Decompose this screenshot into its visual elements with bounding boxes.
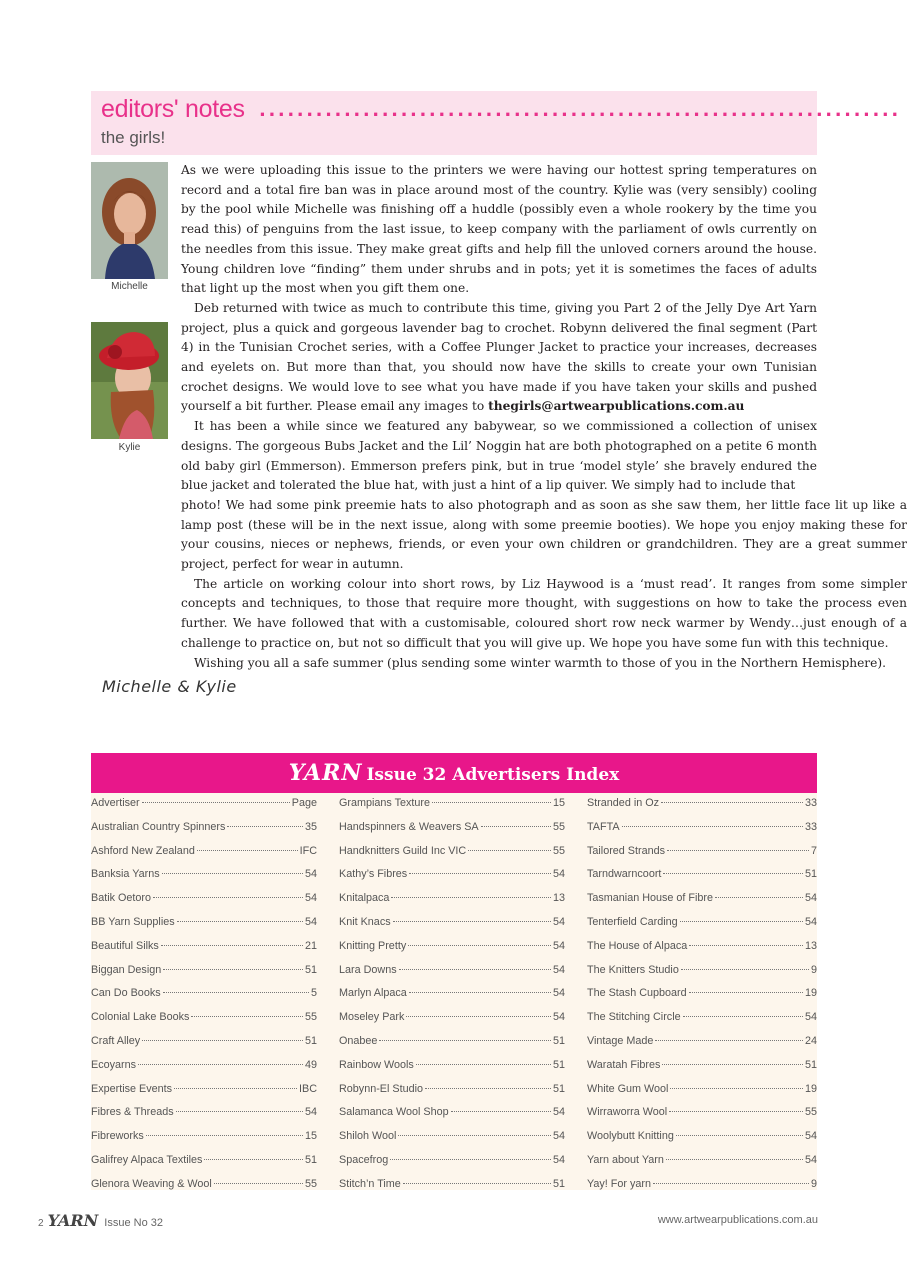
advertiser-page: 54: [304, 868, 317, 881]
index-row: [339, 1011, 565, 1035]
advertiser-name: Knit Knacs: [339, 915, 391, 928]
index-column-2: [339, 797, 565, 1202]
advertiser-name: Marlyn Alpaca: [339, 987, 407, 1000]
advertiser-name: Can Do Books: [91, 987, 161, 1000]
advertiser-page: 35: [304, 820, 317, 833]
advertiser-page: 49: [304, 1058, 317, 1071]
michelle-portrait-image: [91, 162, 168, 279]
advertiser-name: Spacefrog: [339, 1153, 389, 1166]
advertiser-name: Salamanca Wool Shop: [339, 1106, 449, 1119]
advertiser-page: IBC: [299, 1082, 317, 1095]
advertiser-name: Lara Downs: [339, 963, 397, 976]
dot-leader: [163, 992, 309, 993]
kylie-caption: Kylie: [118, 442, 141, 453]
advertiser-name: Rainbow Wools: [339, 1058, 414, 1071]
issue-label: Issue No 32: [104, 1217, 163, 1229]
section-subtitle: the girls!: [101, 128, 166, 147]
advertisers-index-table: [91, 793, 817, 1190]
advertiser-page: 55: [304, 1011, 317, 1024]
advertiser-page: 54: [804, 1011, 817, 1024]
index-row: [339, 1059, 565, 1083]
dot-leader: [655, 1040, 803, 1041]
advertisers-index-header: [91, 753, 817, 793]
advertiser-page: 7: [810, 844, 817, 857]
advertiser-name: Woolybutt Knitting: [587, 1130, 674, 1143]
dot-leader: [432, 802, 551, 803]
dot-leader: [393, 921, 551, 922]
paragraph-2-text: Deb returned with twice as much to contribute this time, giving you Part 2 of the Jelly Dye Art Yarn project, plus a quick and gorgeous lavender bag to crochet. Robynn delivered the final segment (Part 4) in the Tunisian Crochet series, with a Coffee Plunger Jacket to practice your increases, decreases and eyelets on. But more than that, you should now have the skills to create your own Tunisian crochet designs. We would love to see what you have made if you have taken your skills and pushed yourself a bit further. Please email any images to: [181, 300, 817, 414]
advertiser-page: 15: [304, 1130, 317, 1143]
advertiser-name: Handknitters Guild Inc VIC: [339, 844, 467, 857]
index-row: [339, 1106, 565, 1130]
advertiser-page: 55: [552, 820, 565, 833]
advertiser-page: 54: [804, 1153, 817, 1166]
advertiser-page: 51: [552, 1177, 565, 1190]
advertiser-name: Shiloh Wool: [339, 1130, 397, 1143]
index-row: [587, 1059, 817, 1083]
advertiser-page: 55: [304, 1177, 317, 1190]
paragraph-4: The article on working colour into short rows, by Liz Haywood is a ‘must read’. It ranges from some simpler concepts and techniques, to those that require more thought, with suggestions on how to take the process even further. We have followed that with a customisable, coloured short row neck warmer by Wendy…just enough of a challenge to practice on, but not so difficult that you will give up. We hope you have some fun with this technique.: [181, 576, 907, 650]
index-row: [339, 1083, 565, 1107]
advertiser-name: The Stitching Circle: [587, 1011, 681, 1024]
advertiser-name: BB Yarn Supplies: [91, 915, 175, 928]
dot-leader: [191, 1016, 303, 1017]
advertiser-name: Tasmanian House of Fibre: [587, 892, 714, 905]
advertiser-page: 55: [552, 844, 565, 857]
index-row: [91, 1083, 317, 1107]
dot-leader: [689, 945, 803, 946]
dot-leader: [408, 945, 551, 946]
dot-leader: [391, 897, 551, 898]
advertiser-page: 33: [804, 820, 817, 833]
index-column-3: [587, 797, 817, 1202]
advertiser-page: 33: [804, 797, 817, 809]
advertiser-name: Fibres & Threads: [91, 1106, 174, 1119]
footer-website-link[interactable]: www.artwearpublications.com.au: [657, 1214, 818, 1226]
michelle-caption: Michelle: [111, 281, 148, 292]
index-row: [587, 1011, 817, 1035]
paragraph-5: Wishing you all a safe summer (plus sending some winter warmth to those of you in the Northern Hemisphere).: [194, 655, 886, 670]
advertiser-page: 19: [804, 1082, 817, 1095]
editors-notes-header: [91, 91, 901, 155]
dot-leader: [214, 1183, 303, 1184]
dot-leader: [715, 897, 803, 898]
index-row: [339, 868, 565, 892]
dot-leader: [663, 873, 803, 874]
advertiser-page: 9: [810, 963, 817, 976]
dot-leader: [661, 802, 803, 803]
index-row: [339, 940, 565, 964]
index-row: [587, 940, 817, 964]
index-row: [339, 1035, 565, 1059]
dot-leader: [669, 1111, 803, 1112]
index-row: [339, 1154, 565, 1178]
index-row: [587, 1035, 817, 1059]
advertiser-name: Kathy’s Fibres: [339, 868, 408, 881]
index-row: [339, 797, 565, 821]
advertiser-name: Stitch’n Time: [339, 1177, 401, 1190]
advertiser-page: 54: [552, 963, 565, 976]
advertiser-page: 51: [804, 1058, 817, 1071]
advertiser-name: Ecoyarns: [91, 1058, 137, 1071]
dot-leader: [676, 1135, 803, 1136]
dot-leader: [138, 1064, 303, 1065]
index-row: [587, 1083, 817, 1107]
advertiser-page: 9: [810, 1177, 817, 1190]
advertiser-name: White Gum Wool: [587, 1082, 669, 1095]
dot-leader: [680, 921, 803, 922]
dot-leader: [142, 1040, 303, 1041]
advertiser-name: TAFTA: [587, 820, 620, 833]
index-row: [91, 845, 317, 869]
advertiser-page: 13: [552, 892, 565, 905]
dot-leader: [468, 850, 551, 851]
advertiser-page: 13: [804, 939, 817, 952]
advertiser-name: The Stash Cupboard: [587, 987, 687, 1000]
advertiser-name: Yay! For yarn: [587, 1177, 652, 1190]
advertiser-page: 24: [804, 1034, 817, 1047]
dot-leader: [653, 1183, 809, 1184]
index-column-1: [91, 797, 317, 1202]
advertiser-name: Expertise Events: [91, 1082, 173, 1095]
index-row: [91, 1154, 317, 1178]
advertiser-page: 51: [552, 1034, 565, 1047]
dot-leader: [416, 1064, 551, 1065]
kylie-portrait-image: [91, 322, 168, 439]
dot-leader: [481, 826, 551, 827]
advertiser-name: Tailored Strands: [587, 844, 666, 857]
advertiser-name: Waratah Fibres: [587, 1058, 661, 1071]
index-row: [587, 916, 817, 940]
dot-leader: [177, 921, 303, 922]
advertiser-page: 55: [804, 1106, 817, 1119]
index-row: [91, 1130, 317, 1154]
advertiser-page: 54: [552, 1011, 565, 1024]
michelle-photo: [91, 162, 168, 279]
index-row: [587, 1178, 817, 1202]
advertiser-page: 54: [304, 915, 317, 928]
advertiser-page: 54: [552, 1106, 565, 1119]
email-link[interactable]: thegirls@artwearpublications.com.au: [488, 399, 745, 414]
index-row: [91, 868, 317, 892]
editorial-body: [181, 161, 907, 673]
advertiser-page: 51: [304, 963, 317, 976]
dot-leader: [683, 1016, 803, 1017]
advertiser-name: Ashford New Zealand: [91, 844, 195, 857]
index-row: [91, 1035, 317, 1059]
advertiser-name: Stranded in Oz: [587, 797, 660, 809]
index-row: [339, 892, 565, 916]
index-row: [587, 1130, 817, 1154]
advertiser-name: Colonial Lake Books: [91, 1011, 190, 1024]
advertiser-name: Galifrey Alpaca Textiles: [91, 1153, 203, 1166]
dot-leader: [399, 969, 551, 970]
advertiser-page: 54: [304, 1106, 317, 1119]
page-number: 2: [38, 1218, 44, 1229]
index-row: [587, 964, 817, 988]
index-row: [587, 821, 817, 845]
advertiser-page: 54: [552, 915, 565, 928]
advertiser-name: Fibreworks: [91, 1130, 144, 1143]
advertiser-page: 19: [804, 987, 817, 1000]
index-row: [91, 916, 317, 940]
advertiser-page: 54: [552, 868, 565, 881]
advertiser-page: 15: [552, 797, 565, 809]
dot-leader: [689, 992, 803, 993]
dot-leader: [451, 1111, 551, 1112]
dot-leader: [204, 1159, 303, 1160]
footer-issue: [38, 1211, 163, 1230]
paragraph-2: [181, 299, 817, 417]
index-row: [339, 1178, 565, 1202]
dot-leader: [153, 897, 303, 898]
index-row: [587, 868, 817, 892]
index-row: [587, 845, 817, 869]
dot-leader: [406, 1016, 551, 1017]
paragraph-3-continued: photo! We had some pink preemie hats to also photograph and as soon as she saw them, her little face lit up like a lamp post (these will be in the next issue, along with some preemie booties). We hope you enjoy making these for your cousins, nieces or nephews, friends, or even your own children or grandchildren. They are a great summer project, perfect for wear in autumn.: [181, 497, 907, 572]
index-row: [587, 797, 817, 821]
advertiser-name: Knitalpaca: [339, 892, 390, 905]
dot-leader: [174, 1088, 297, 1089]
advertiser-page: 54: [804, 915, 817, 928]
advertiser-page: 54: [552, 1130, 565, 1143]
advertiser-name: Craft Alley: [91, 1034, 141, 1047]
index-row: [91, 964, 317, 988]
yarn-logo: YARN: [288, 760, 363, 786]
advertiser-name: Grampians Texture: [339, 797, 431, 809]
dot-leader: [670, 1088, 803, 1089]
advertiser-page: 51: [304, 1034, 317, 1047]
advertiser-page: 21: [304, 939, 317, 952]
advertiser-name: Yarn about Yarn: [587, 1153, 664, 1166]
index-row: [339, 821, 565, 845]
index-row: [339, 987, 565, 1011]
advertiser-name: Vintage Made: [587, 1034, 654, 1047]
index-row: [587, 987, 817, 1011]
advertiser-page: 54: [304, 892, 317, 905]
section-title: editors' notes: [101, 95, 245, 123]
kylie-photo: [91, 322, 168, 439]
dot-leader: [409, 992, 551, 993]
dot-leader: [146, 1135, 303, 1136]
advertiser-page: 54: [552, 987, 565, 1000]
advertiser-name: Tenterfield Carding: [587, 915, 678, 928]
dot-leader: [176, 1111, 303, 1112]
dot-leader: [379, 1040, 551, 1041]
dotted-rule: ....................................................................: [259, 100, 901, 121]
footer-yarn-logo: YARN: [47, 1211, 99, 1230]
advertiser-name: Glenora Weaving & Wool: [91, 1177, 212, 1190]
dot-leader: [666, 1159, 803, 1160]
dot-leader: [622, 826, 803, 827]
dot-leader: [398, 1135, 551, 1136]
advertiser-name: Tarndwarncoort: [587, 868, 662, 881]
advertiser-page: 51: [552, 1058, 565, 1071]
index-row: [91, 987, 317, 1011]
advertiser-page: Page: [291, 797, 317, 809]
advertiser-name: Advertiser: [91, 797, 140, 809]
dot-leader: [142, 802, 290, 803]
advertisers-index-title: Issue 32 Advertisers Index: [366, 765, 620, 785]
index-row: [339, 964, 565, 988]
advertiser-name: Moseley Park: [339, 1011, 405, 1024]
index-row: [339, 1130, 565, 1154]
dot-leader: [163, 969, 303, 970]
advertiser-name: Robynn-El Studio: [339, 1082, 424, 1095]
dot-leader: [227, 826, 303, 827]
index-row: [91, 1106, 317, 1130]
paragraph-1: As we were uploading this issue to the printers we were having our hottest spring temperatures on record and a total fire ban was in place around most of the country. Kylie was (very sensibly) cooling by the pool while Michelle was finishing off a huddle (possibly even a whole rookery by the time you read this) of penguins from the last issue, to keep company with the parliament of owls currently on the needles from this issue. They make great gifts and help fill the unloved corners around the house. Young children love “finding” them under shrubs and in pots; yet it is sometimes the faces of adults that light up the most when you gift them one.: [181, 163, 817, 296]
index-row: [587, 1106, 817, 1130]
paragraph-3: It has been a while since we featured any babywear, so we commissioned a collection of unisex designs. The gorgeous Bubs Jacket and the Lil’ Noggin hat are both photographed on a petite 6 month old baby girl (Emmerson). Emmerson prefers pink, but in true ‘model style’ she bravely endured the blue jacket and tolerated the blue hat, with just a hint of a lip quiver. We simply had to include that: [181, 419, 817, 493]
advertiser-page: 51: [552, 1082, 565, 1095]
dot-leader: [425, 1088, 551, 1089]
dot-leader: [197, 850, 298, 851]
advertiser-page: 54: [552, 1153, 565, 1166]
advertiser-name: Banksia Yarns: [91, 868, 160, 881]
dot-leader: [667, 850, 809, 851]
advertiser-name: Biggan Design: [91, 963, 162, 976]
advertiser-page: 51: [304, 1153, 317, 1166]
advertiser-name: Onabee: [339, 1034, 378, 1047]
advertiser-page: 54: [804, 892, 817, 905]
dot-leader: [662, 1064, 803, 1065]
index-row: [91, 1011, 317, 1035]
dot-leader: [403, 1183, 551, 1184]
editors-signature: Michelle & Kylie: [102, 677, 237, 696]
advertiser-name: The House of Alpaca: [587, 939, 688, 952]
advertisers-index-title-group: [289, 760, 620, 786]
advertiser-name: Australian Country Spinners: [91, 820, 226, 833]
advertiser-name: The Knitters Studio: [587, 963, 679, 976]
index-row: [91, 797, 317, 821]
index-row: [91, 1178, 317, 1202]
advertiser-page: 54: [552, 939, 565, 952]
dot-leader: [162, 873, 303, 874]
advertiser-name: Handspinners & Weavers SA: [339, 820, 479, 833]
dot-leader: [681, 969, 809, 970]
index-row: [91, 1059, 317, 1083]
advertiser-name: Beautiful Silks: [91, 939, 159, 952]
advertiser-page: 51: [804, 868, 817, 881]
dot-leader: [409, 873, 551, 874]
advertiser-page: IFC: [299, 844, 317, 857]
index-row: [91, 940, 317, 964]
dot-leader: [390, 1159, 551, 1160]
advertiser-name: Wirraworra Wool: [587, 1106, 668, 1119]
index-row: [91, 892, 317, 916]
advertiser-page: 5: [310, 987, 317, 1000]
dot-leader: [161, 945, 303, 946]
index-row: [91, 821, 317, 845]
advertiser-name: Knitting Pretty: [339, 939, 407, 952]
advertiser-name: Batik Oetoro: [91, 892, 152, 905]
index-row: [339, 916, 565, 940]
index-row: [339, 845, 565, 869]
index-row: [587, 892, 817, 916]
index-row: [587, 1154, 817, 1178]
advertiser-page: 54: [804, 1130, 817, 1143]
